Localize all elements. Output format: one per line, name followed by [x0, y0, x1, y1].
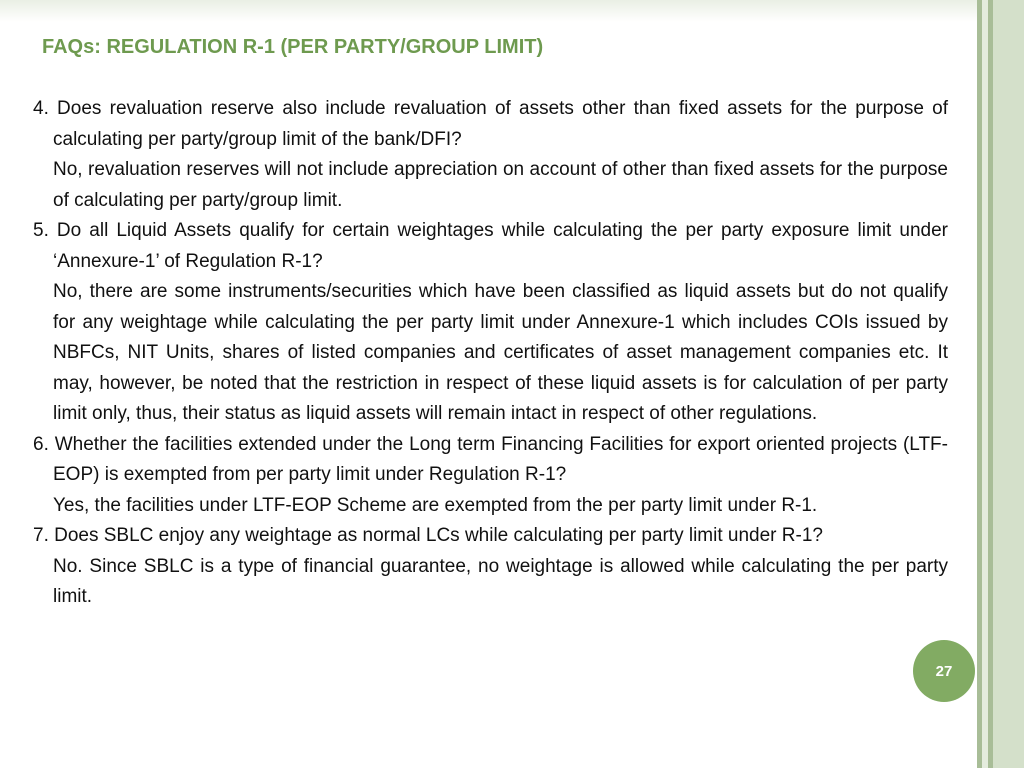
faq-answer-4: No, revaluation reserves will not include appreciation on account of other than fixed assets for the purpose of calculating per party/group limit. [53, 159, 948, 211]
faq-question-5: 5. Do all Liquid Assets qualify for certain weightages while calculating the per party exposure limit under ‘Annexure-1’ of Regulation R-1? [33, 220, 948, 272]
faq-question-6: 6. Whether the facilities extended under the Long term Financing Facilities for export oriented projects (LTF-EOP) is exempted from per party limit under Regulation R-1? [33, 433, 948, 485]
top-band [0, 0, 980, 22]
faq-answer-6: Yes, the facilities under LTF-EOP Scheme are exempted from the per party limit under R-1. [53, 494, 818, 516]
side-rail [993, 0, 1024, 768]
faq-list [33, 94, 948, 613]
faq-question-4: 4. Does revaluation reserve also include revaluation of assets other than fixed assets for the purpose of calculating per party/group limit of the bank/DFI? [33, 98, 948, 150]
faq-answer-7: No. Since SBLC is a type of financial guarantee, no weightage is allowed while calculating the per party limit. [53, 555, 948, 607]
faq-question-7: 7. Does SBLC enjoy any weightage as normal LCs while calculating per party limit under R-1? [33, 525, 823, 546]
page-number-badge: 27 [913, 640, 975, 702]
slide-title: FAQs: REGULATION R-1 (PER PARTY/GROUP LIMIT) [42, 36, 544, 58]
faq-answer-5: No, there are some instruments/securities which have been classified as liquid assets but do not qualify for any weightage while calculating the per party limit under Annexure-1 which includes COIs issued by NBFCs, NIT Units, shares of listed companies and certificates of asset management companies etc. It may, however, be noted that the restriction in respect of these liquid assets is for calculation of per party limit only, thus, their status as liquid assets will remain intact in respect of other regulations. [53, 281, 948, 424]
